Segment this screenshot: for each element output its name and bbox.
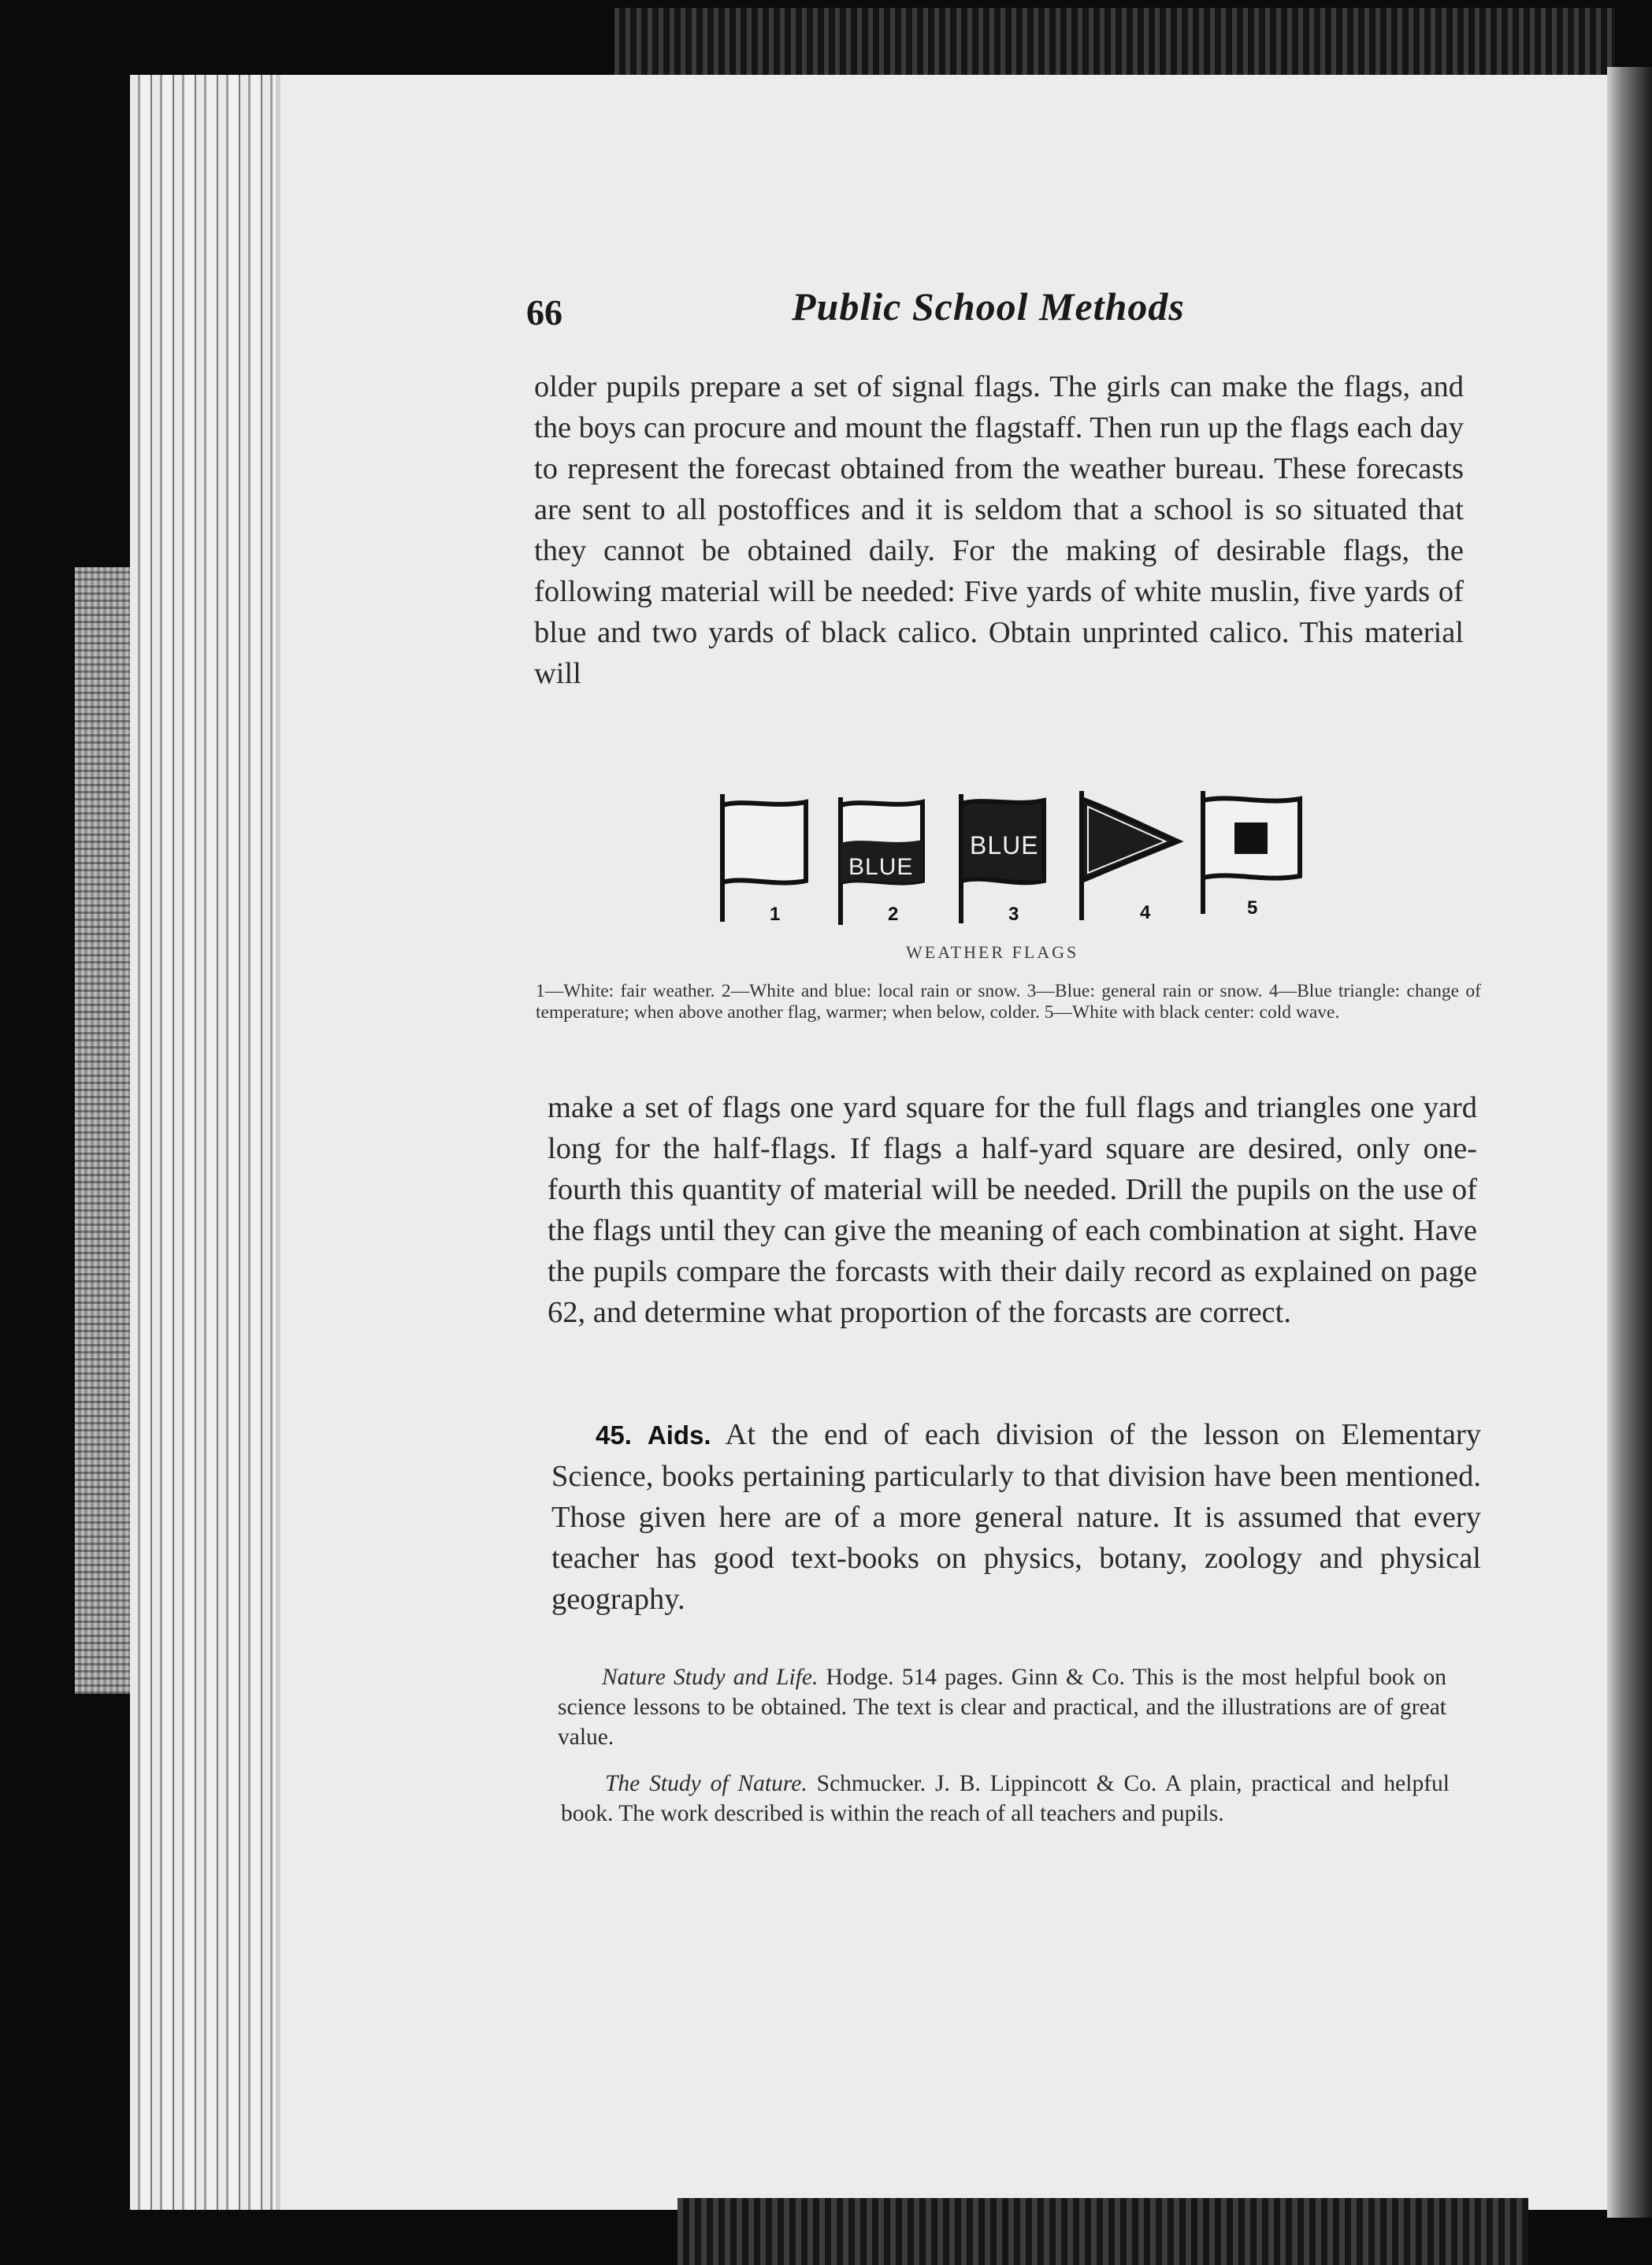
flags-illustration (713, 788, 1335, 938)
flag-number-4: 4 (1140, 902, 1151, 923)
flag-3-label: BLUE (970, 831, 1039, 860)
reference-text: Schmucker. J. B. Lippincott & Co. A plain, practical and helpful book. The work described is within the reach of all teachers and pupils. (561, 1771, 1450, 1826)
flag-number-1: 1 (770, 904, 781, 925)
flag-2-label: BLUE (848, 854, 914, 880)
section-number: 45. (596, 1420, 632, 1450)
reference-text: Hodge. 514 pages. Ginn & Co. This is the most helpful book on science lessons to be obtained. The text is clear and practical, and the illustrations are of great value. (558, 1665, 1446, 1750)
flag-3-blue (961, 794, 1044, 925)
paragraph-2: make a set of flags one yard square for the full flags and triangles one yard long for the half-flags. If flags a half-yard square are desired, only one-fourth this quantity of material will be needed. Drill the pupils on the use of the flags until they can give the meaning of each combination at sight. Have the pupils compare the forcasts with their daily record as explained on page 62, and determine what proportion of the forcasts are correct. (548, 1091, 1477, 1329)
section-body: At the end of each division of the lesson on Elementary Science, books pertaining particularly to that division have been mentioned. Those given here are of a more general nature. It is assumed that every teacher has good text-books on physics, botany, zoology and physical geography. (551, 1418, 1481, 1616)
section-45-paragraph (551, 1414, 1481, 1620)
reference-entry (561, 1769, 1450, 1829)
paragraph-1: older pupils prepare a set of signal flags. The girls can make the flags, and the boys can procure and mount the flagstaff. Then run up the flags each day to represent the forecast obtained from the weather bureau. These forecasts are sent to all postoffices and it is seldom that a school is so situated that they cannot be obtained daily. For the making of desirable flags, the following material will be needed: Five yards of white muslin, five yards of blue and two yards of black calico. Obtain unprinted calico. This material will (534, 370, 1464, 690)
section-title: Aids. (647, 1420, 711, 1450)
flag-4-blue-triangle (1082, 791, 1178, 923)
flag-5-white-black-center (1203, 791, 1300, 919)
scan-border-bottom (678, 2198, 1528, 2265)
scan-border-top (614, 8, 1615, 79)
flag-number-2: 2 (888, 904, 899, 925)
flag-number-5: 5 (1247, 897, 1258, 919)
reference-entry (558, 1662, 1446, 1752)
flag-1-white (722, 794, 806, 925)
binding-cloth (75, 567, 138, 1694)
figure-caption: WEATHER FLAGS (906, 942, 1079, 962)
flag-2-white-blue (841, 797, 923, 925)
reference-title: The Study of Nature. (605, 1771, 807, 1796)
page-number: 66 (526, 292, 562, 332)
reference-title: Nature Study and Life. (602, 1665, 819, 1690)
figure-legend: 1—White: fair weather. 2—White and blue: local rain or snow. 3—Blue: general rain or snow. 4—Blue triangle: change of temperature; when above another flag, warmer; when below, colder. 5—White with black center: cold wave. (536, 981, 1481, 1023)
page-shadow (1607, 67, 1652, 2218)
running-head: Public School Methods (792, 284, 1185, 329)
flag-number-3: 3 (1008, 904, 1019, 925)
